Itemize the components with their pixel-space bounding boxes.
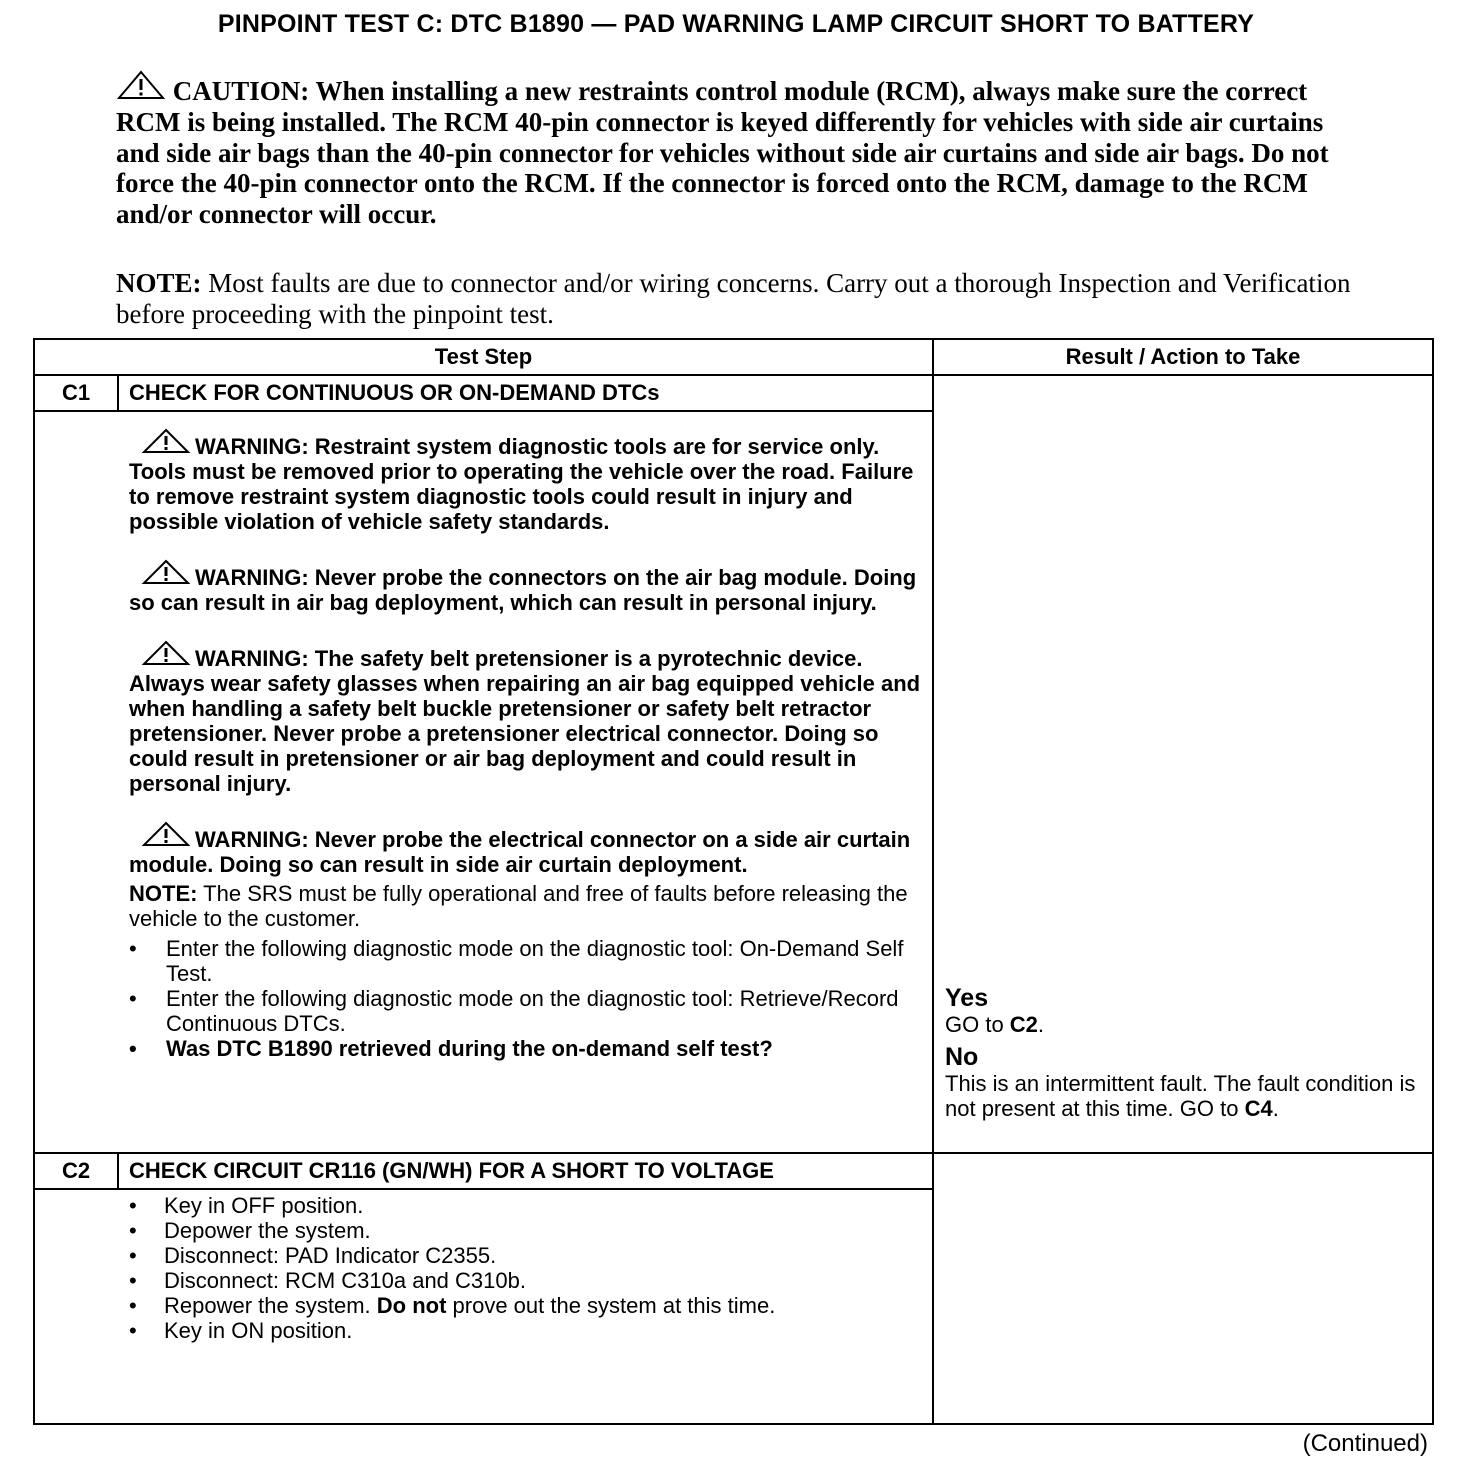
c1-bullet-list xyxy=(129,936,929,1061)
warning-triangle-icon xyxy=(141,640,191,666)
warning-diagnostic-tools xyxy=(129,428,929,534)
warning-text: WARNING: Never probe the connectors on the air bag module. Doing so can result in air bag deployment, which can result in personal injury. xyxy=(129,565,917,615)
warning-side-air-curtain xyxy=(129,821,929,877)
warning-text: WARNING: Never probe the electrical connector on a side air curtain module. Doing so can result in side air curtain deployment. xyxy=(129,827,911,877)
top-note xyxy=(116,268,1356,330)
c1-result xyxy=(945,984,1435,1121)
caution-block xyxy=(116,70,1356,230)
list-item: • Disconnect: RCM C310a and C310b. xyxy=(129,1268,929,1293)
caution-text: CAUTION: When installing a new restraints control module (RCM), always make sure the correct RCM is being installed. The RCM 40-pin connector is keyed differently for vehicles with side air curtains and side air bags than the 40-pin connector for vehicles without side air curtains and side air bags. Do not force the 40-pin connector onto the RCM. If the connector is forced onto the RCM, damage to the RCM and/or connector will occur. xyxy=(116,76,1329,230)
c1-num-divider xyxy=(117,374,119,411)
page-title: PINPOINT TEST C: DTC B1890 — PAD WARNING LAMP CIRCUIT SHORT TO BATTERY xyxy=(217,10,1255,38)
warning-triangle-icon xyxy=(141,821,191,847)
no-action-text: This is an intermittent fault. The fault condition is not present at this time. GO to xyxy=(945,1071,1416,1121)
step-number-c2: C2 xyxy=(61,1158,91,1183)
no-label: No xyxy=(945,1043,979,1071)
bullet-text: Repower the system. xyxy=(164,1293,377,1318)
c2-num-divider xyxy=(117,1152,119,1189)
yes-action-end: . xyxy=(1037,1012,1045,1037)
step-heading-c2: CHECK CIRCUIT CR116 (GN/WH) FOR A SHORT TO VOLTAGE xyxy=(129,1158,774,1183)
yes-action-text: GO to xyxy=(945,1012,1010,1037)
warning-text: WARNING: The safety belt pretensioner is a pyrotechnic device. Always wear safety glasses when repairing an air bag equipped vehicle and when handling a safety belt buckle pretensioner or safety belt retractor pretensioner. Never probe a pretensioner electrical connector. Doing so could result in pretensioner or air bag deployment and could result in personal injury. xyxy=(129,646,921,796)
bullet-text: prove out the system at this time. xyxy=(446,1293,776,1318)
result-header: Result / Action to Take xyxy=(1065,344,1301,369)
bullet-emphasis: Do not xyxy=(376,1293,447,1318)
goto-c4-link[interactable]: C4 xyxy=(1244,1096,1273,1121)
pinpoint-test-table xyxy=(33,338,1434,1425)
column-divider xyxy=(932,340,934,1423)
top-note-label: NOTE: xyxy=(116,268,202,298)
warning-triangle-icon xyxy=(141,559,191,585)
list-item: • Enter the following diagnostic mode on the diagnostic tool: Retrieve/Record Continuous DTCs. xyxy=(129,986,929,1036)
yes-action xyxy=(945,1012,1435,1037)
warning-triangle-icon xyxy=(116,70,166,100)
step-heading-c1: CHECK FOR CONTINUOUS OR ON-DEMAND DTCs xyxy=(129,380,660,405)
warning-text: WARNING: Restraint system diagnostic tools are for service only. Tools must be removed prior to operating the vehicle over the road. Failure to remove restraint system diagnostic tools could result in injury and possible violation of vehicle safety standards. xyxy=(129,434,914,534)
warning-triangle-icon xyxy=(141,428,191,454)
top-note-text: Most faults are due to connector and/or wiring concerns. Carry out a thorough Inspection and Verification before proceeding with the pinpoint test. xyxy=(116,268,1351,329)
list-item xyxy=(129,1293,929,1318)
header-divider xyxy=(35,374,1432,376)
list-item: • Key in OFF position. xyxy=(129,1193,929,1218)
test-step-header: Test Step xyxy=(434,344,533,369)
goto-c2-link[interactable]: C2 xyxy=(1009,1012,1038,1037)
c1-note xyxy=(129,881,929,931)
list-item: • Enter the following diagnostic mode on the diagnostic tool: On-Demand Self Test. xyxy=(129,936,929,986)
c1-note-text: The SRS must be fully operational and free of faults before releasing the vehicle to the customer. xyxy=(129,881,908,931)
continued-label: (Continued) xyxy=(1302,1430,1428,1457)
c1-c2-divider xyxy=(35,1152,1432,1154)
c1-body xyxy=(129,428,929,1061)
no-action xyxy=(945,1071,1435,1121)
c1-question: • Was DTC B1890 retrieved during the on-demand self test? xyxy=(129,1036,929,1061)
c1-note-label: NOTE: xyxy=(129,881,198,906)
c2-heading-divider xyxy=(35,1188,932,1190)
list-item: • Disconnect: PAD Indicator C2355. xyxy=(129,1243,929,1268)
list-item: • Key in ON position. xyxy=(129,1318,929,1343)
c2-body xyxy=(129,1193,929,1343)
no-action-end: . xyxy=(1272,1096,1279,1121)
warning-air-bag-connectors xyxy=(129,559,929,615)
c2-bullet-list xyxy=(129,1193,929,1343)
list-item: • Depower the system. xyxy=(129,1218,929,1243)
yes-label: Yes xyxy=(945,984,989,1012)
c1-heading-divider xyxy=(35,410,932,412)
step-number-c1: C1 xyxy=(61,380,91,405)
warning-pretensioner xyxy=(129,640,929,796)
